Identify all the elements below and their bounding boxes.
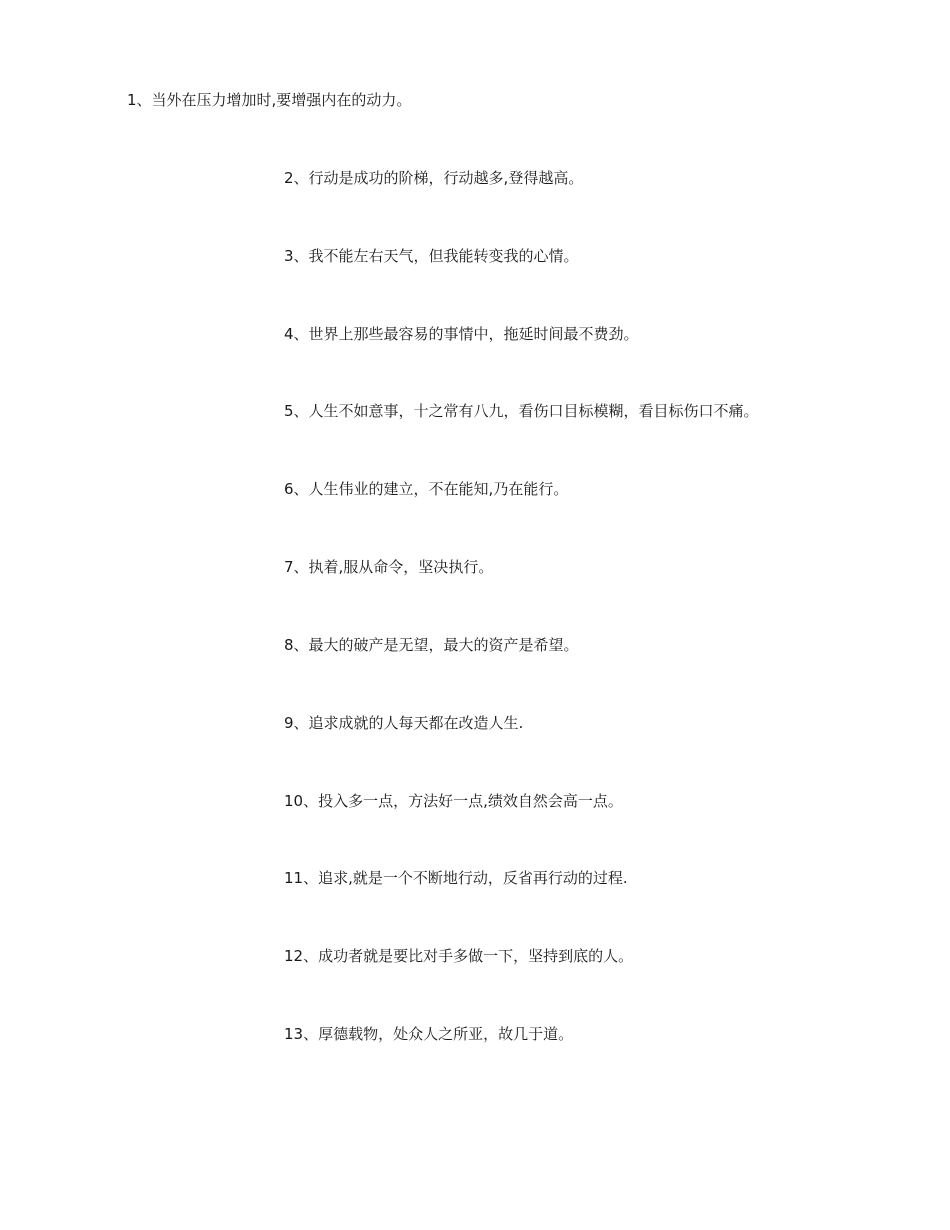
quote-line-9: 9、追求成就的人每天都在改造人生. <box>284 714 524 732</box>
quote-line-13: 13、厚德载物，处众人之所亚，故几于道。 <box>284 1025 574 1043</box>
quote-line-2: 2、行动是成功的阶梯，行动越多,登得越高。 <box>284 169 584 187</box>
quote-line-4: 4、世界上那些最容易的事情中，拖延时间最不费劲。 <box>284 325 639 343</box>
quote-line-3: 3、我不能左右天气，但我能转变我的心情。 <box>284 247 579 265</box>
quote-line-6: 6、人生伟业的建立，不在能知,乃在能行。 <box>284 480 569 498</box>
quote-line-12: 12、成功者就是要比对手多做一下，坚持到底的人。 <box>284 947 634 965</box>
quote-line-11: 11、追求,就是一个不断地行动，反省再行动的过程. <box>284 869 628 887</box>
quote-line-1: 1、当外在压力增加时,要增强内在的动力。 <box>127 91 412 109</box>
quote-line-8: 8、最大的破产是无望，最大的资产是希望。 <box>284 636 579 654</box>
quote-line-10: 10、投入多一点，方法好一点,绩效自然会高一点。 <box>284 792 623 810</box>
quote-line-5: 5、人生不如意事，十之常有八九，看伤口目标模糊，看目标伤口不痛。 <box>284 402 759 420</box>
quote-line-7: 7、执着,服从命令，坚决执行。 <box>284 558 494 576</box>
